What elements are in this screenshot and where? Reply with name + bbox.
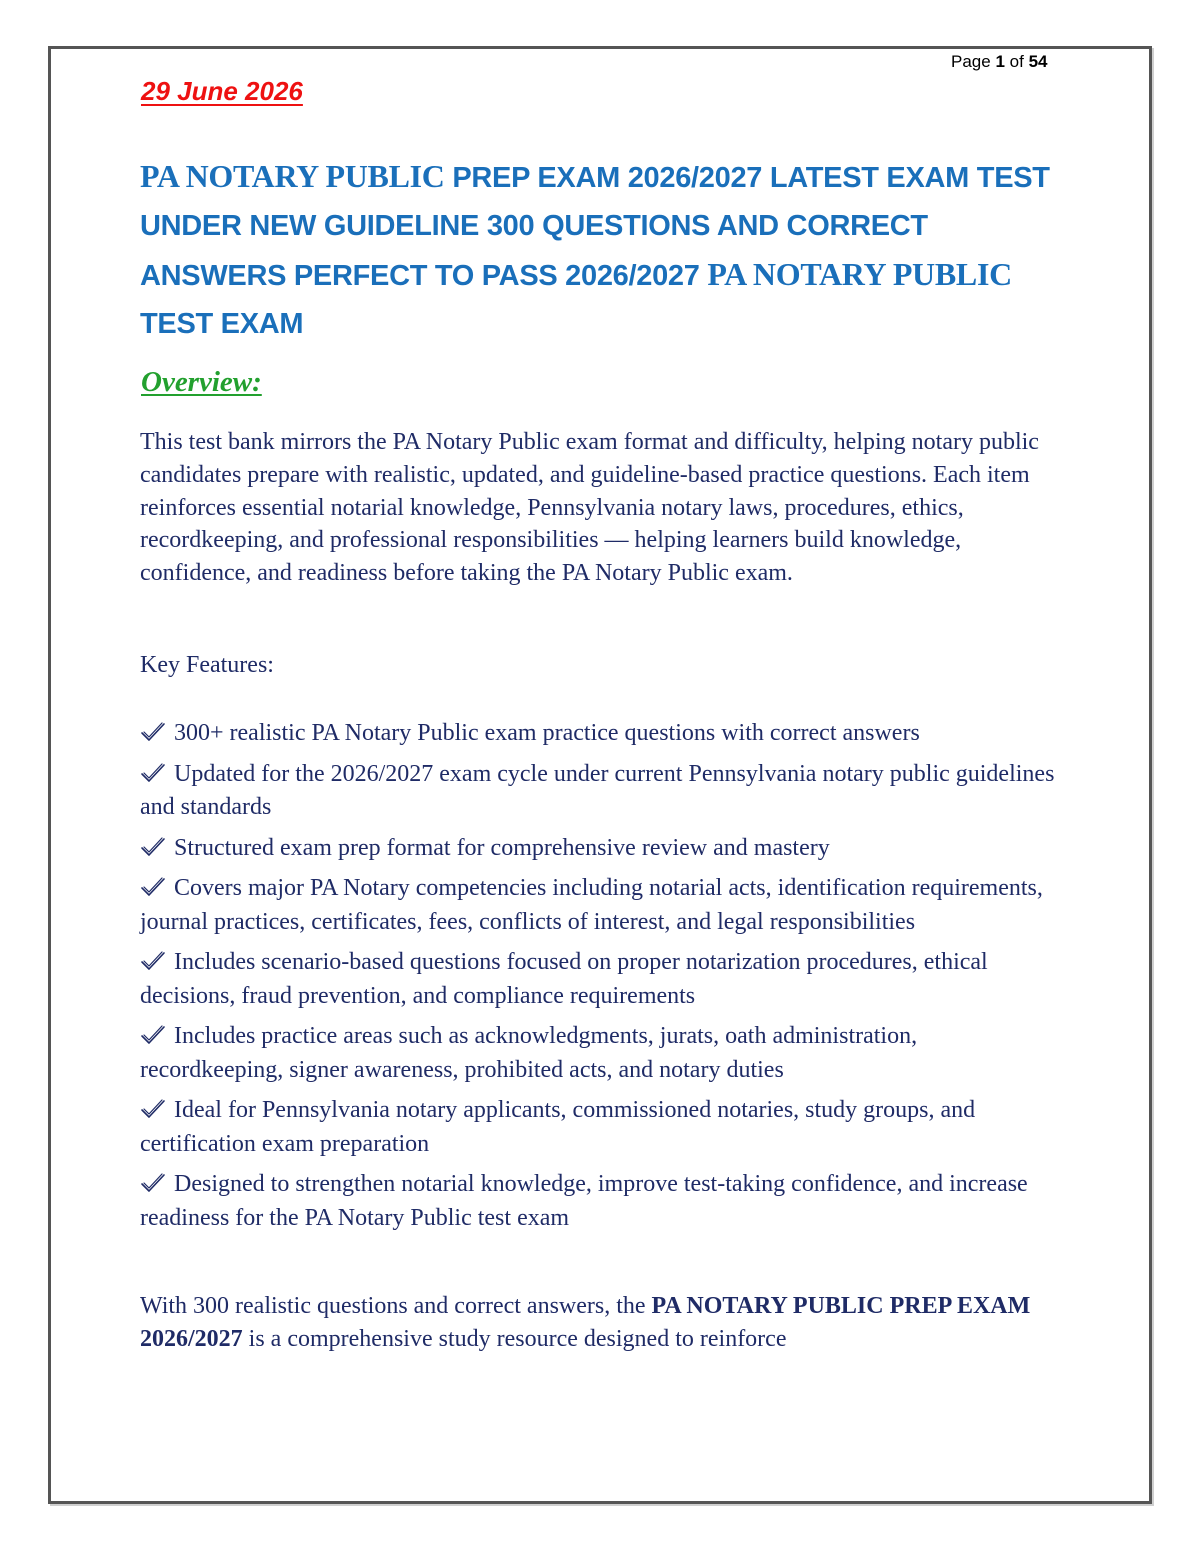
- checkmark-icon: [140, 1024, 166, 1046]
- page-number-separator: of: [1009, 52, 1024, 71]
- title-part-4: TEST EXAM: [140, 308, 304, 340]
- page-number-current: 1: [995, 52, 1005, 71]
- checkmark-icon: [140, 836, 166, 858]
- feature-item: [140, 1168, 1065, 1235]
- document-title: [140, 152, 1070, 348]
- page-number: [951, 52, 1047, 72]
- title-part-3: PA NOTARY PUBLIC: [707, 256, 1012, 292]
- title-part-1: PA NOTARY PUBLIC: [140, 158, 445, 194]
- closing-lead: With 300 realistic questions and correct answers, the: [140, 1293, 652, 1319]
- closing-paragraph: [140, 1290, 1065, 1356]
- feature-text: Ideal for Pennsylvania notary applicants, commissioned notaries, study groups, and certification exam preparation: [140, 1097, 976, 1157]
- closing-tail: is a comprehensive study resource designed to reinforce: [242, 1325, 787, 1352]
- title-part-2: PREP EXAM 2026/2027 LATEST EXAM TEST UNDER NEW GUIDELINE 300 QUESTIONS AND CORRECT ANSWERS PERFECT TO PASS 2026/2027: [140, 162, 1050, 292]
- feature-text: Includes scenario-based questions focused on proper notarization procedures, ethical decisions, fraud prevention, and compliance requirements: [140, 949, 988, 1009]
- checkmark-icon: [140, 721, 166, 743]
- page-number-prefix: Page: [951, 52, 991, 71]
- intro-paragraph: This test bank mirrors the PA Notary Public exam format and difficulty, helping notary public candidates prepare with realistic, updated, and guideline-based practice questions. Each item reinforces essential notarial knowledge, Pennsylvania notary laws, procedures, ethics, recordkeeping, and professional responsibilities — helping learners build knowledge, confidence, and readiness before taking the PA Notary Public exam.: [140, 429, 1039, 587]
- feature-text: Designed to strengthen notarial knowledge, improve test-taking confidence, and increase readiness for the PA Notary Public test exam: [140, 1171, 1028, 1231]
- checkmark-icon: [140, 1098, 166, 1120]
- feature-item: [140, 946, 1065, 1013]
- document-date: 29 June 2026: [141, 76, 303, 106]
- overview-heading: Overview:: [141, 366, 262, 398]
- feature-text: Covers major PA Notary competencies including notarial acts, identification requirements, journal practices, certificates, fees, conflicts of interest, and legal responsibilities: [140, 875, 1043, 935]
- feature-item: [140, 1094, 1065, 1161]
- feature-item: [140, 758, 1065, 825]
- checkmark-icon: [140, 1172, 166, 1194]
- feature-item: [140, 872, 1065, 939]
- key-features-heading: Key Features:: [140, 652, 274, 678]
- closing-bold: PA NOTARY PUBLIC PREP EXAM 2026/2027: [140, 1293, 1031, 1352]
- feature-item: [140, 717, 1065, 751]
- features-list: [140, 717, 1065, 1242]
- feature-item: [140, 832, 1065, 866]
- page-number-total: 54: [1028, 52, 1048, 71]
- checkmark-icon: [140, 762, 166, 784]
- feature-text: 300+ realistic PA Notary Public exam practice questions with correct answers: [174, 720, 920, 746]
- feature-text: Structured exam prep format for comprehensive review and mastery: [174, 834, 830, 861]
- checkmark-icon: [140, 950, 166, 972]
- feature-item: [140, 1020, 1065, 1087]
- checkmark-icon: [140, 876, 166, 898]
- feature-text: Includes practice areas such as acknowledgments, jurats, oath administration, recordkeeping, signer awareness, prohibited acts, and notary duties: [140, 1023, 918, 1083]
- feature-text: Updated for the 2026/2027 exam cycle under current Pennsylvania notary public guidelines and standards: [140, 760, 1055, 820]
